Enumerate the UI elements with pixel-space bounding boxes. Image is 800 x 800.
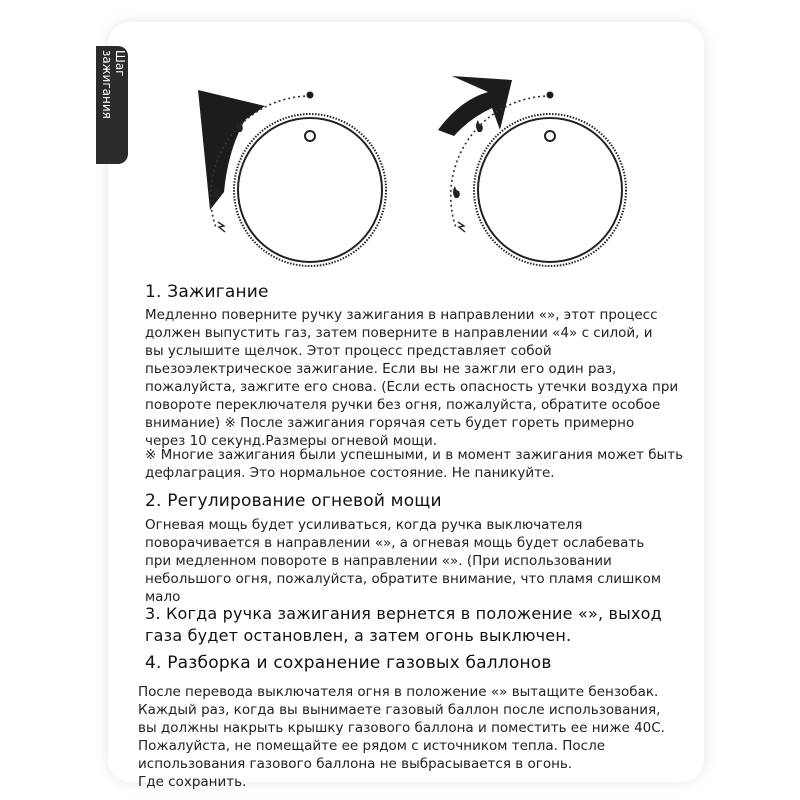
section-1-note [145,446,685,482]
text-line: поворачивается в направлении «», а огневая мощь будет ослабевать [145,535,645,551]
text-line: через 10 секунд.Размеры огневой мощи. [145,433,438,449]
heading-line: 3. Когда ручка зажигания вернется в положение «», выход [145,604,662,623]
text-line: Медленно поверните ручку зажигания в направлении «», этот процесс [145,307,658,323]
heading-line: газа будет остановлен, а затем огонь выключен. [145,626,572,645]
text-line: дефлаграция. Это нормальное состояние. Не паникуйте. [145,465,555,481]
text-line: использования газового баллона не выбрасывается в огонь. [138,756,573,772]
section-1-heading: 1. Зажигание [145,282,269,302]
text-line: вы должны накрыть крышку газового баллона и поместить ее ниже 40С. [138,720,665,736]
off-position-dot [307,92,314,99]
section-4-body [138,683,698,791]
text-line: ※ Многие зажигания были успешными, и в момент зажигания может быть [145,447,684,463]
text-line: должен выпустить газ, затем поверните в направлении «4» с силой, и [145,325,653,341]
text-line: Каждый раз, когда вы вынимаете газовый баллон после использования, [138,702,661,718]
knob-diagram-right [430,70,670,270]
section-2-heading: 2. Регулирование огневой мощи [145,491,442,511]
text-line: пьезоэлектрическое зажигание. Если вы не зажгли его один раз, [145,361,617,377]
text-line: пожалуйста, зажгите его снова. (Если есть опасность утечки воздуха при [145,379,679,395]
knob-diagram-left [190,70,430,270]
text-line: при медленном повороте в направлении «». (При использовании [145,553,612,569]
text-line: внимание) ※ После зажигания горячая сеть будет гореть примерно [145,415,635,431]
text-line: Где сохранить. [138,774,247,790]
text-line: Пожалуйста, не помещайте ее рядом с источником тепла. После [138,738,606,754]
section-3-heading [145,603,705,647]
text-line: небольшого огня, пожалуйста, обратите внимание, что пламя слишком [145,571,662,587]
rotation-arrow-icon [438,76,512,136]
knob-icon [474,114,626,266]
off-position-dot [547,92,554,99]
flame-icon [453,186,460,198]
spark-icon [458,222,465,232]
text-line: мало [145,589,181,605]
knob-icon [234,114,386,266]
step-tab-label-line2: зажигания [100,50,114,119]
flame-icon [476,120,483,132]
step-tab-label [98,50,126,160]
section-2-body [145,516,685,606]
spark-icon [218,222,225,232]
section-4-heading: 4. Разборка и сохранение газовых баллонов [145,653,552,673]
text-line: После перевода выключателя огня в положение «» вытащите бензобак. [138,684,659,700]
section-1-body [145,306,685,450]
text-line: повороте переключателя ручки без огня, пожалуйста, обратите особое [145,397,661,413]
text-line: Огневая мощь будет усиливаться, когда ручка выключателя [145,517,583,533]
text-line: вы услышите щелчок. Этот процесс представляет собой [145,343,552,359]
step-tab-label-line1: Шаг [113,50,127,77]
